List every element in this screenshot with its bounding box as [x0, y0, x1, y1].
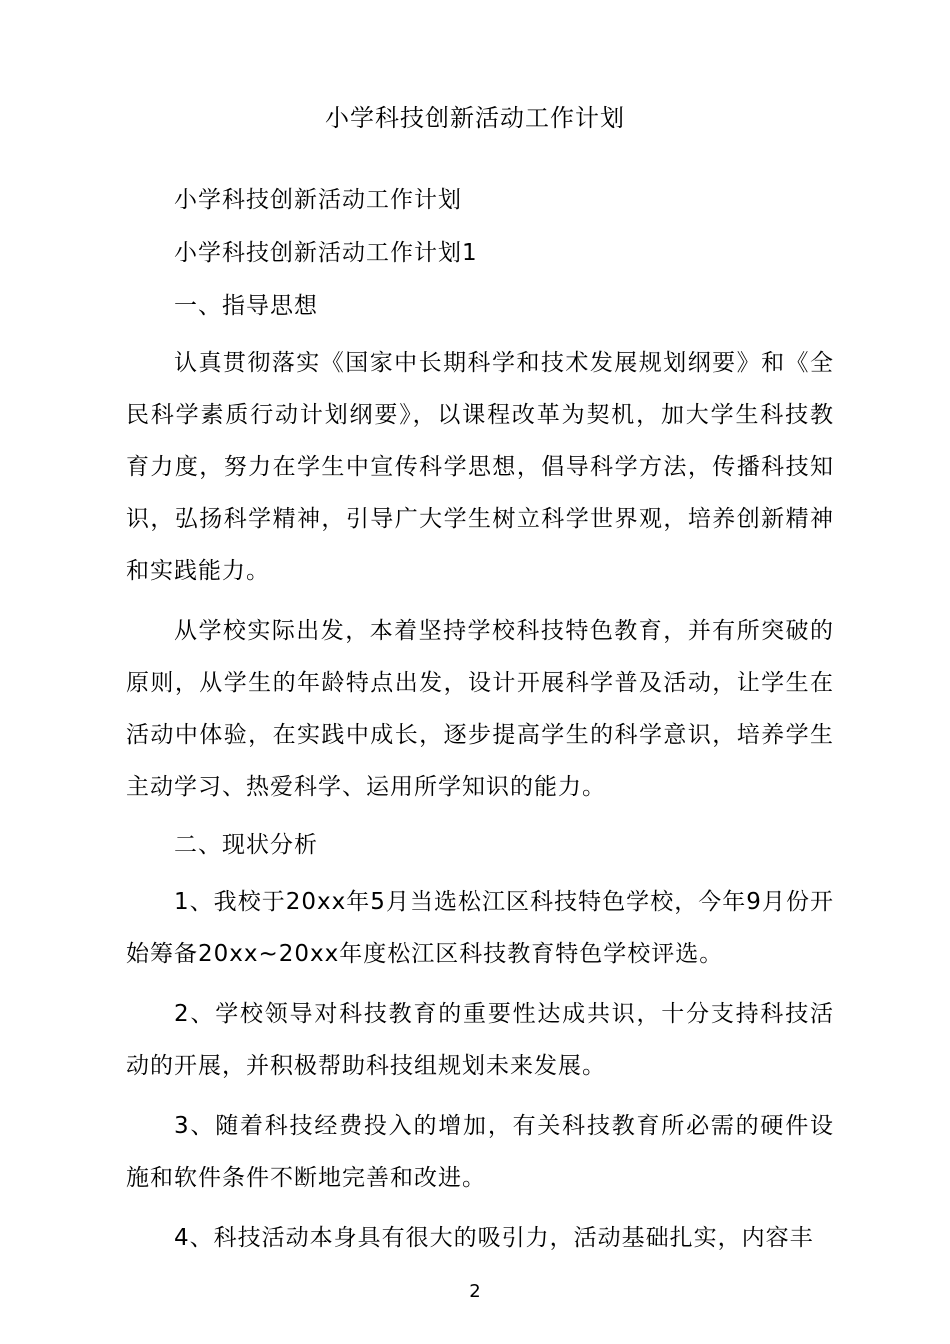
paragraph-principles: 从学校实际出发，本着坚持学校科技特色教育，并有所突破的原则，从学生的年龄特点出发，设计开展科学普及活动，让学生在活动中体验，在实践中成长，逐步提高学生的科学意识，培养学生主动学习、热爱科学、运用所学知识的能力。	[126, 618, 834, 800]
document-title: 小学科技创新活动工作计划	[325, 104, 625, 132]
section-heading-status-analysis: 二、现状分析	[174, 832, 318, 858]
document-body	[126, 180, 834, 1264]
list-item-2: 2、学校领导对科技教育的重要性达成共识，十分支持科技活动的开展，并积极帮助科技组规划未来发展。	[126, 1001, 834, 1079]
list-item-1: 1、我校于20xx年5月当选松江区科技特色学校，今年9月份开始筹备20xx~20xx年度松江区科技教育特色学校评选。	[126, 889, 834, 967]
paragraph-guiding-thought: 认真贯彻落实《国家中长期科学和技术发展规划纲要》和《全民科学素质行动计划纲要》，以课程改革为契机，加大学生科技教育力度，努力在学生中宣传科学思想，倡导科学方法，传播科技知识，弘扬科学精神，引导广大学生树立科学世界观，培养创新精神和实践能力。	[126, 350, 834, 584]
list-item-4: 4、科技活动本身具有很大的吸引力，活动基础扎实，内容丰	[174, 1225, 814, 1251]
list-item-3: 3、随着科技经费投入的增加，有关科技教育所必需的硬件设施和软件条件不断地完善和改进。	[126, 1113, 834, 1191]
subtitle: 小学科技创新活动工作计划	[174, 187, 462, 213]
section-heading-guiding-thought: 一、指导思想	[174, 293, 318, 319]
page-number: 2	[469, 1281, 481, 1302]
subtitle-numbered: 小学科技创新活动工作计划1	[174, 240, 478, 266]
